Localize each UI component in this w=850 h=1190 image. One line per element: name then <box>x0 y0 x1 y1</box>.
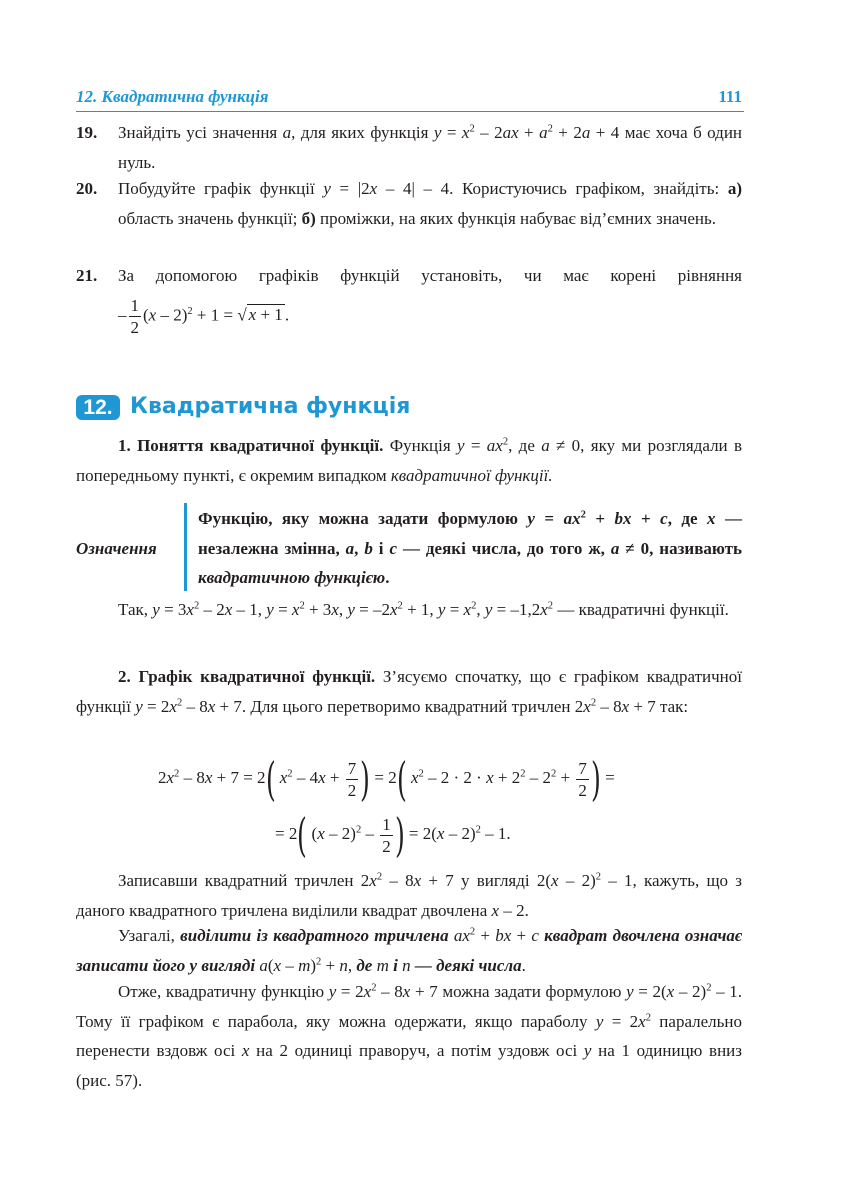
paragraph-concept: 1. Поняття квадратичної функції. Функція $y = ax^2$, де a ≠ 0, яку ми розглядали в попередньому пункті, є окремим випадком квадратичної функції. <box>76 436 743 485</box>
page-number: 111 <box>718 87 742 106</box>
exercise-21-equation: – $\frac{1}{2}$ (x – 2)$^2$ + 1 = √ x + 1 . <box>118 296 290 337</box>
definition-bar <box>184 503 187 591</box>
exercise-21-text: За допомогою графіків функцій установіть, чи має корені рівняння <box>118 266 742 285</box>
exercise-number-20: 20. <box>76 179 98 198</box>
equation-line-1: $2x^2 - 8x + 7 = 2$( $x^2 - 4x$ + $\frac{7}{2}$ ) = 2( $x^2 - 2 \cdot 2 \cdot x + 2^2 - 2^2$ + $\frac{7}{2}$ ) = <box>158 752 615 806</box>
definition-text: Функцію, яку можна задати формулою $y = ax^2$ + bx + c, де x — незалежна змінна, a, b і c — деякі числа, до того ж, a ≠ 0, називають квадратичною функцією. <box>198 509 743 587</box>
exercise-19-text: Знайдіть усі значення a, для яких функція $y = x^2 - 2ax + a^2 + 2a + 4$ має хоча б один нуль. <box>118 123 743 172</box>
exercise-number-21: 21. <box>76 266 98 285</box>
exercise-20-text: Побудуйте графік функції y = |2x – 4| – 4. Користуючись графіком, знайдіть: а) область значень функції; б) проміжки, на яких функція набуває від’ємних значень. <box>118 179 742 228</box>
paragraph-general-rule: Узагалі, виділити із квадратного тричлена $ax^2$ + bx + c квадрат двочлена означає записати його у вигляді a(x – m)$^2$ + n, де m і n — деякі числа. <box>76 926 742 975</box>
paragraph-graph-intro: 2. Графік квадратичної функції. З’ясуємо спочатку, що є графіком квадратичної функції $y = 2x^2 - 8x + 7$. Для цього перетворимо квадратний тричлен $2x^2 - 8x + 7$ так: <box>76 667 742 716</box>
section-title: Квадратична функція <box>130 394 411 419</box>
section-number-badge: 12. <box>76 395 120 420</box>
paragraph-completing-square: Записавши квадратний тричлен $2x^2 - 8x + 7$ у вигляді 2(x – 2)$^2$ – 1, кажуть, що з даного квадратного тричлена виділили квадрат двочлена x – 2. <box>76 871 743 920</box>
running-header-title: 12. Квадратична функція <box>76 87 269 106</box>
exercise-number-19: 19. <box>76 123 98 142</box>
paragraph-examples: Так, $y = 3x^2 - 2x - 1$, $y = x^2 + 3x$, $y = -2x^2 + 1$, $y = x^2$, $y = -1,2x^2$ — квадратичні функції. <box>118 600 729 619</box>
paragraph-conclusion: Отже, квадратичну функцію $y = 2x^2 - 8x + 7$ можна задати формулою y = 2(x – 2)$^2$ – 1. Тому її графіком є парабола, яку можна одержати, якщо параболу $y = 2x^2$ паралельно перенести вздовж осі x на 2 одиниці праворуч, а потім уздовж осі y на 1 одиницю вниз (рис. 57). <box>76 982 743 1090</box>
definition-label: Означення <box>76 539 157 558</box>
equation-line-2: = 2( (x – 2)$^2$ – $\frac{1}{2}$ ) = 2(x – 2)$^2$ – 1. <box>275 808 511 862</box>
running-header <box>76 87 744 112</box>
